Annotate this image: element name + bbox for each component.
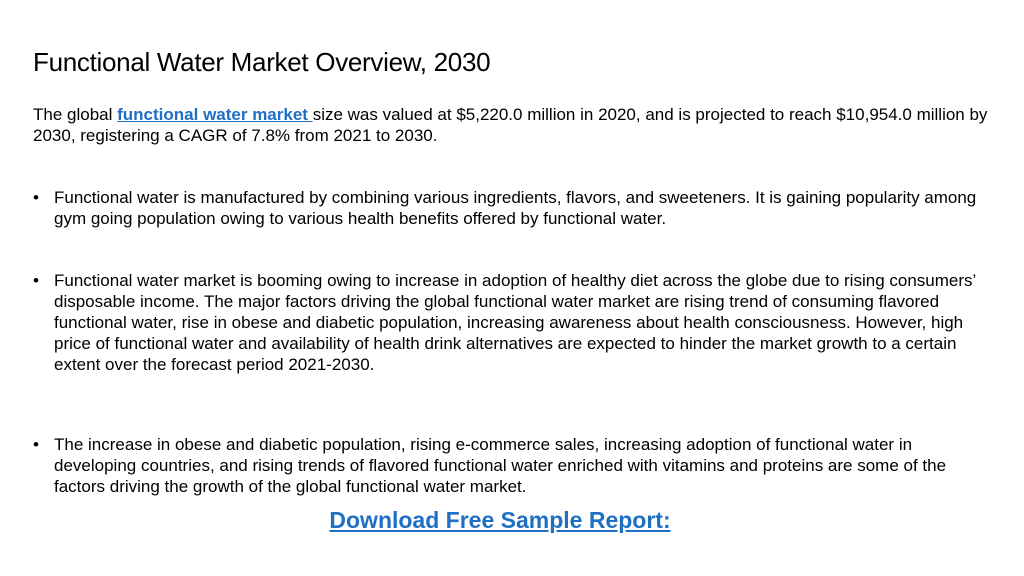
- intro-paragraph: [33, 104, 993, 146]
- bullet-text: The increase in obese and diabetic population, rising e-commerce sales, increasing adoption of functional water in developing countries, and rising trends of flavored functional water enriched with vitamins and proteins are some of the factors driving the growth of the global functional water market.: [54, 435, 947, 496]
- bullet-dot: •: [33, 435, 39, 454]
- functional-water-market-link[interactable]: functional water market: [117, 105, 313, 124]
- bullet-text: Functional water market is booming owing to increase in adoption of healthy diet across the globe due to rising consumers’ disposable income. The major factors driving the global functional water market are rising trend of consuming flavored functional water, rise in obese and diabetic population, increasing awareness about health consciousness. However, high price of functional water and availability of health drink alternatives are expected to hinder the market growth to a certain extent over the forecast period 2021-2030.: [54, 271, 976, 374]
- page-title: Functional Water Market Overview, 2030: [33, 47, 491, 77]
- bullet-dot: •: [33, 188, 39, 207]
- bullet-text: Functional water is manufactured by combining various ingredients, flavors, and sweeteners. It is gaining popularity among gym going population owing to various health benefits offered by functional water.: [54, 188, 977, 228]
- intro-text-after-link: size was valued at $5,220.0 million in 2020, and is projected to reach $10,954.0 million by 2030, registering a CAGR of 7.8% from 2021 to 2030.: [33, 105, 988, 145]
- bullet-item-2: [33, 270, 983, 375]
- bullet-dot: •: [33, 271, 39, 290]
- bullet-item-3: [33, 434, 983, 497]
- bullet-item-1: [33, 187, 983, 229]
- download-sample-report-link[interactable]: Download Free Sample Report:: [329, 507, 671, 533]
- intro-text-before-link: The global: [33, 105, 118, 124]
